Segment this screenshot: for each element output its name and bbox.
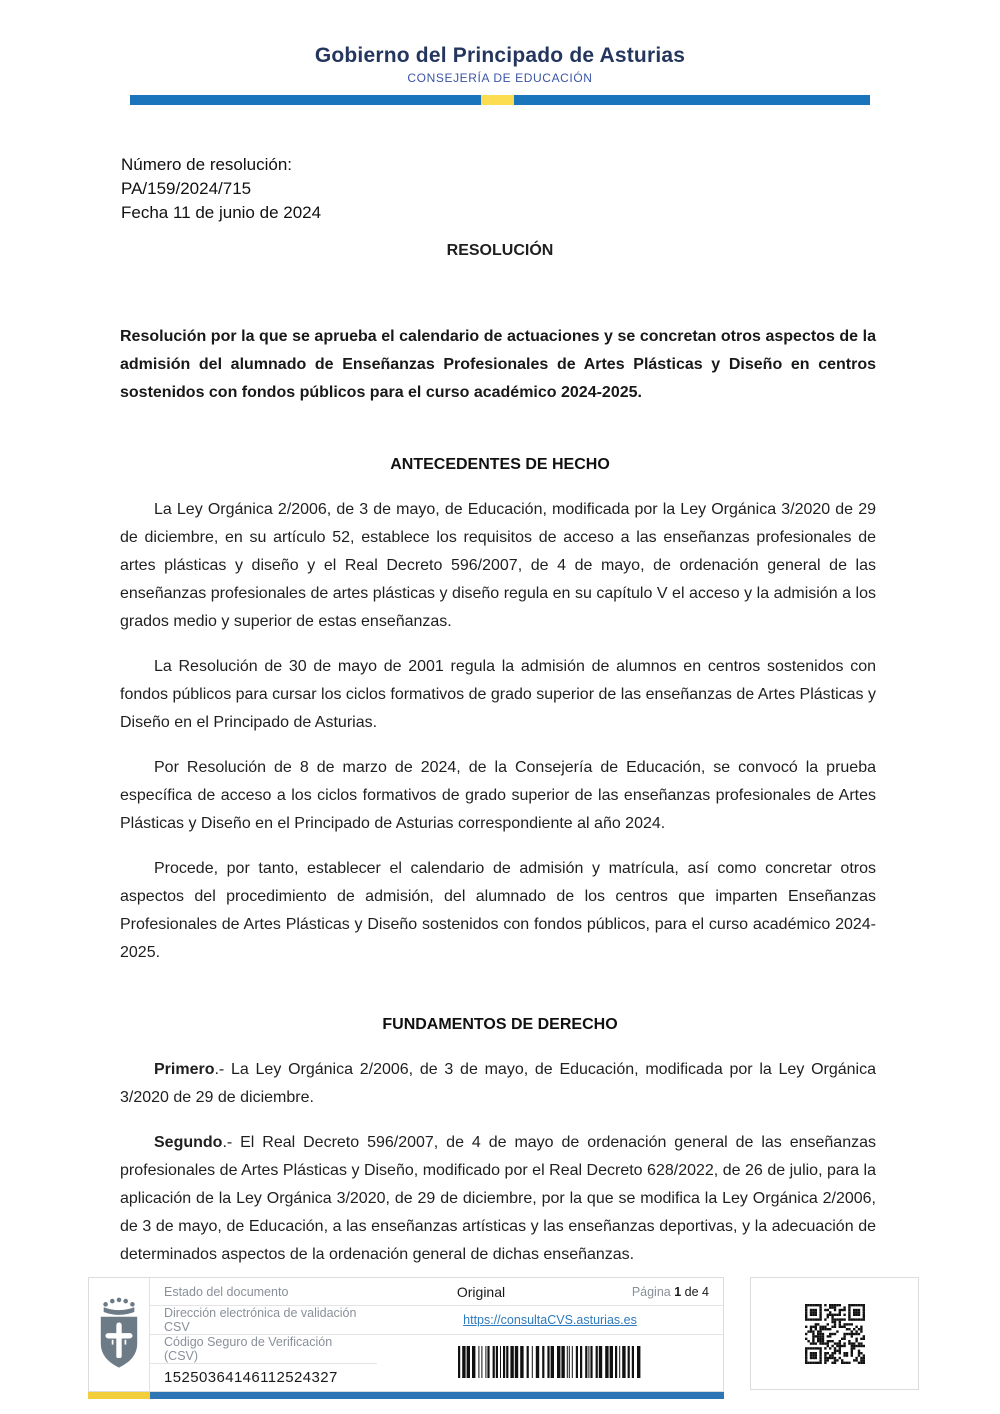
validation-table xyxy=(150,1278,723,1391)
paragraph xyxy=(120,1129,876,1269)
qr-code-box xyxy=(750,1277,919,1390)
document-title: RESOLUCIÓN xyxy=(446,242,554,259)
csv-url-label: Dirección electrónica de validación CSV xyxy=(150,1306,377,1335)
qr-code xyxy=(805,1304,865,1364)
resolution-summary: Resolución por la que se aprueba el calendario de actuaciones y se concretan otros aspectos de la admisión del alumnado de Enseñanzas Profesionales de Artes Plásticas y Diseño en centros sostenidos con fondos públicos para el curso académico 2024-2025. xyxy=(120,328,876,401)
table-row xyxy=(150,1306,723,1335)
paragraph xyxy=(120,1056,876,1112)
paragraph: Por Resolución de 8 de marzo de 2024, de la Consejería de Educación, se convocó la prueba específica de acceso a los ciclos formativos de grado superior de las enseñanzas profesionales de Artes Plásticas y Diseño en el Principado de Asturias correspondiente al año 2024. xyxy=(120,759,876,832)
resolution-meta xyxy=(121,153,1000,225)
paragraph-text: .- El Real Decreto 596/2007, de 4 de mayo de ordenación general de las enseñanzas profesionales de Artes Plásticas y Diseño, modificado por el Real Decreto 628/2022, de 26 de julio, para la aplicación de la Ley Orgánica 3/2020, de 29 de diciembre, por la que se modifica la Ley Orgánica 2/2006, de 3 de mayo, de Educación, a las enseñanzas artísticas y las enseñanzas deportivas, y la adecuación de determinados aspectos de la ordenación general de dichas enseñanzas. xyxy=(120,1134,876,1263)
status-value: Original xyxy=(377,1278,585,1306)
footer-bar-yellow-segment xyxy=(88,1392,150,1399)
validation-box xyxy=(88,1277,724,1392)
paragraph-text: .- La Ley Orgánica 2/2006, de 3 de mayo, de Educación, modificada por la Ley Orgánica 3/2020 de 29 de diciembre. xyxy=(120,1061,876,1106)
csv-url-cell xyxy=(377,1306,723,1335)
paragraph-lead: Segundo xyxy=(154,1134,223,1151)
resolution-number: PA/159/2024/715 xyxy=(121,179,252,198)
validation-footer xyxy=(88,1277,919,1399)
page-number: 1 xyxy=(674,1284,682,1299)
page-total: de 4 xyxy=(684,1284,709,1299)
table-row xyxy=(150,1278,723,1306)
footer-color-bar xyxy=(88,1392,724,1399)
paragraph: Procede, por tanto, establecer el calendario de admisión y matrícula, así como concretar otros aspectos del procedimiento de admisión, del alumnado de los centros que imparten Enseñanzas Profesionales de Artes Plásticas y Diseño sostenidos con fondos públicos, para el curso académico 2024- 2025. xyxy=(120,860,876,961)
page-label: Página xyxy=(631,1284,675,1299)
footer-bar-blue-segment xyxy=(150,1392,724,1399)
department-subtitle: CONSEJERÍA DE EDUCACIÓN xyxy=(407,71,593,85)
csv-code-value: 15250364146112524327 xyxy=(164,1369,338,1386)
resolution-number-label: Número de resolución: xyxy=(121,155,293,174)
paragraph: La Resolución de 30 de mayo de 2001 regula la admisión de alumnos en centros sostenidos con fondos públicos para cursar los ciclos formativos de grado superior de las enseñanzas de Artes Plásticas y Diseño en el Principado de Asturias. xyxy=(120,658,876,731)
header-divider-yellow-segment xyxy=(481,95,514,105)
page-header xyxy=(0,0,1000,105)
section-heading-antecedentes: ANTECEDENTES DE HECHO xyxy=(390,456,610,473)
government-title: Gobierno del Principado de Asturias xyxy=(314,44,686,67)
status-label: Estado del documento xyxy=(150,1278,377,1306)
paragraph-lead: Primero xyxy=(154,1061,215,1078)
paragraph: La Ley Orgánica 2/2006, de 3 de mayo, de Educación, modificada por la Ley Orgánica 3/2020 de 29 de diciembre, en su artículo 52, establece los requisitos de acceso a las enseñanzas profesionales de artes plásticas y diseño y el Real Decreto 596/2007, de 4 de mayo, de ordenación general de las enseñanzas profesionales de artes plásticas y diseño regula en su capítulo V el acceso y la admisión a los grados medio y superior de estas enseñanzas. xyxy=(120,501,876,630)
shield-icon xyxy=(96,1297,142,1373)
barcode xyxy=(458,1346,643,1378)
section-heading-fundamentos: FUNDAMENTOS DE DERECHO xyxy=(382,1016,618,1033)
barcode-cell xyxy=(377,1335,723,1392)
asturias-coat-of-arms-logo xyxy=(89,1278,150,1391)
csv-validation-link[interactable]: https://consultaCVS.asturias.es xyxy=(463,1313,637,1327)
page-indicator xyxy=(585,1278,723,1306)
resolution-date: Fecha 11 de junio de 2024 xyxy=(121,203,322,222)
csv-code-label: Código Seguro de Verificación (CSV) xyxy=(150,1335,377,1364)
header-divider-bar xyxy=(130,95,870,105)
table-row xyxy=(150,1335,723,1364)
